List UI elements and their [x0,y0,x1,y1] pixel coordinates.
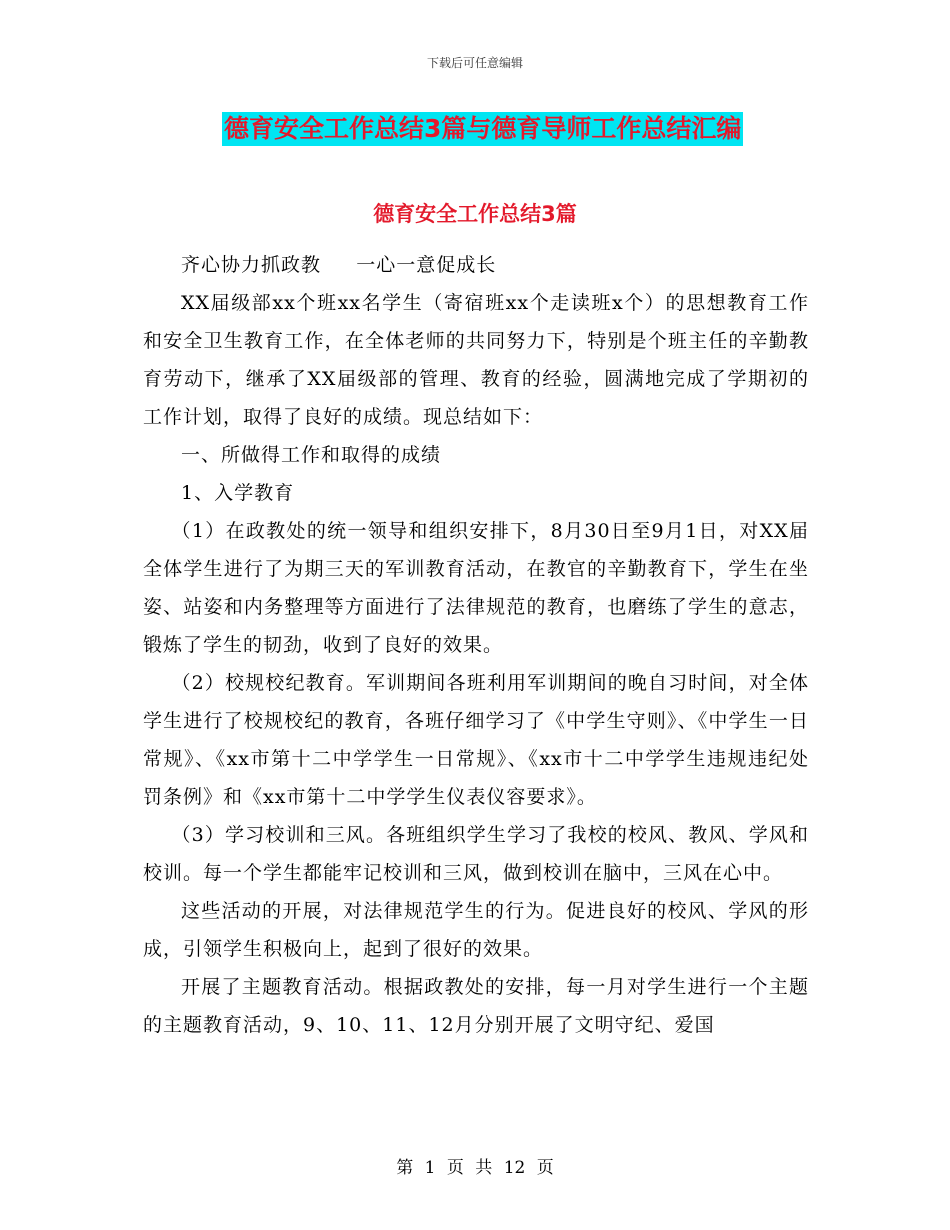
paragraph: （1）在政教处的统一领导和组织安排下，8月30日至9月1日，对XX届全体学生进行了为期三天的军训教育活动，在教官的辛勤教育下，学生在坐姿、站姿和内务整理等方面进行了法律规范的教育，也磨练了学生的意志，锻炼了学生的韧劲，收到了良好的效果。 [143,520,809,656]
paragraph: XX届级部xx个班xx名学生（寄宿班xx个走读班x个）的思想教育工作和安全卫生教育工作，在全体老师的共同努力下，特别是个班主任的辛勤教育劳动下，继承了XX届级部的管理、教育的经验，圆满地完成了学期初的工作计划，取得了良好的成绩。现总结如下： [143,292,809,428]
document-body [143,246,809,1044]
section-heading: 一、所做得工作和取得的成绩 [181,444,442,466]
paragraph: （2）校规校纪教育。军训期间各班利用军训期间的晚自习时间，对全体学生进行了校规校纪的教育，各班仔细学习了《中学生守则》、《中学生一日常规》、《xx市第十二中学学生一日常规》、《xx市十二中学学生违规违纪处罚条例》和《xx市第十二中学学生仪表仪容要求》。 [143,672,809,808]
paragraph: 这些活动的开展，对法律规范学生的行为。促进良好的校风、学风的形成，引领学生积极向上，起到了很好的效果。 [143,900,809,960]
sub-title: 德育安全工作总结3篇 [373,202,577,226]
paragraph-slogan: 齐心协力抓政教 一心一意促成长 [181,254,497,276]
main-title: 德育安全工作总结3篇与德育导师工作总结汇编 [222,112,743,146]
header-note: 下载后可任意编辑 [426,56,523,70]
page-footer: 第 1 页 共 12 页 [396,1158,554,1178]
subsection-heading: 1、入学教育 [181,482,295,504]
paragraph: （3）学习校训和三风。各班组织学生学习了我校的校风、教风、学风和校训。每一个学生都能牢记校训和三风，做到校训在脑中，三风在心中。 [143,824,809,884]
paragraph: 开展了主题教育活动。根据政教处的安排，每一月对学生进行一个主题的主题教育活动，9、10、11、12月分别开展了文明守纪、爱国 [143,976,809,1036]
